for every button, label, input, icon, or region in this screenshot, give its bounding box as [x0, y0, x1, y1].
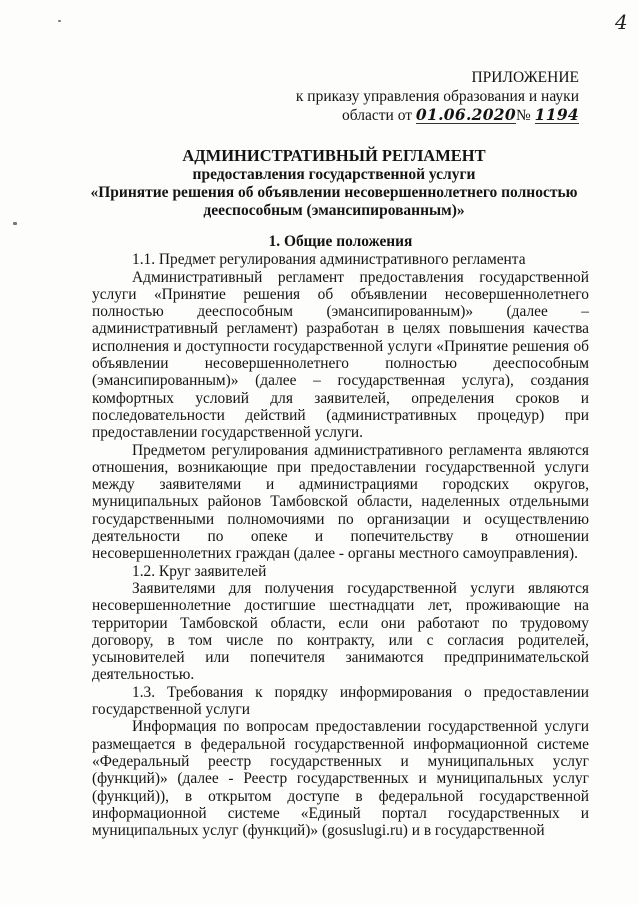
service-name-line-2: дееспособным (эмансипированным)»	[203, 202, 465, 219]
paragraph: Предметом регулирования административного регламента являются отношения, возникающие при предоставлении государственной услуги между заявителями и администрациями городских округов, муниципальных районов Тамбовской области, наделенных отдельными государственными полномочиями по организации и осуществлению деятельности по опеке и попечительству в отношении несовершеннолетних граждан (далее - органы местного самоуправления).	[92, 441, 589, 563]
subsection-title: 1.1. Предмет регулирования административного регламента	[132, 251, 526, 269]
handwritten-order-number: 1194	[534, 105, 579, 124]
service-name-line-1: «Принятие решения об объявлении несовершеннолетнего полностью	[90, 184, 578, 201]
paragraph: Административный регламент предоставления государственной услуги «Принятие решения об объявлении несовершеннолетнего полностью дееспособным (эмансипированным)» (далее – административный регламент) разработан в целях повышения качества исполнения и доступности государственной услуги «Принятие решения об объявлении несовершеннолетнего полностью дееспособным (эмансипированным)» (далее – государственная услуга), создания комфортных условий для заявителей, определения сроков и последовательности действий (административных процедур) при предоставлении государственной услуги.	[92, 268, 589, 442]
appendix-order-line: к приказу управления образования и науки	[295, 88, 579, 105]
document-body	[92, 233, 589, 839]
number-sign: №	[515, 107, 535, 124]
paragraph: Заявителями для получения государственной услуги являются несовершеннолетние достигшие шестнадцати лет, проживающие на территории Тамбовской области, если они работают по трудовому договору, в том числе по контракту, или с согласия родителей, усыновителей или попечителя занимаются предпринимательской деятельностью.	[92, 579, 589, 684]
subsection-title: 1.2. Круг заявителей	[132, 562, 267, 580]
handwritten-date: 01.06.2020	[415, 105, 516, 124]
paragraph: Информация по вопросам предоставлении государственной услуги размещается в федеральной государственной информационной системе «Федеральный реестр государственных и муниципальных услуг (функций)» (далее - Реестр государственных и муниципальных услуг (функций)), в открытом доступе в федеральной государственной информационной системе «Единый портал государственных и муниципальных услуг (функций)» (gosuslugi.ru) и в государственной	[92, 718, 589, 840]
subsection-title: 1.3. Требования к порядку информирования о предоставлении государственной услуги	[92, 683, 589, 719]
page-number: 4	[615, 10, 628, 34]
document-title: АДМИНИСТРАТИВНЫЙ РЕГЛАМЕНТ	[182, 146, 486, 165]
appendix-date-line	[342, 106, 579, 125]
scan-speck	[58, 20, 61, 22]
appendix-date-prefix: области от	[342, 107, 416, 124]
scan-speck	[13, 222, 17, 225]
appendix-title: ПРИЛОЖЕНИЕ	[471, 69, 579, 86]
document-subtitle: предоставления государственной услуги	[192, 166, 476, 183]
section-title: 1. Общие положения	[268, 233, 413, 250]
